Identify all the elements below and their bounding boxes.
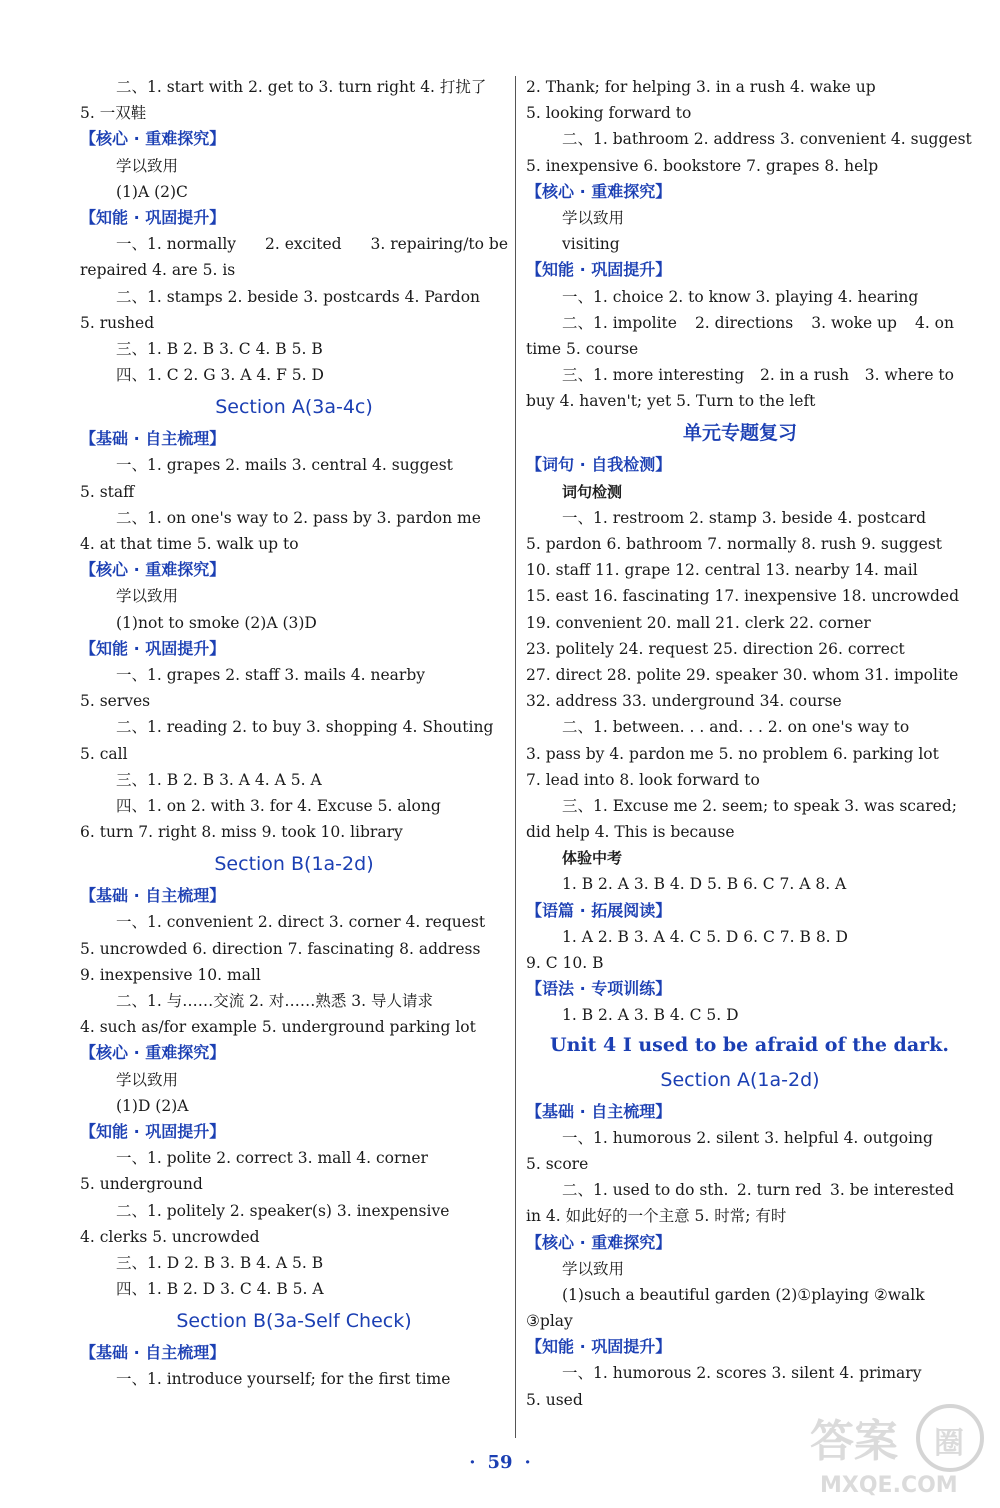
left-answer-line: repaired 4. are 5. is — [80, 261, 236, 280]
left-answer-line: 5. serves — [80, 692, 151, 711]
svg-text:答案: 答案 — [810, 1416, 898, 1467]
left-answer-line: (1)D (2)A — [116, 1096, 189, 1115]
right-answer-line: ③play — [526, 1312, 573, 1331]
answer-segment: 2. turn red — [736, 1181, 822, 1200]
right-answer-line: 二、1. between. . . and. . . 2. on one's way to — [562, 718, 910, 737]
right-section-tag: 【核心 · 重难探究】 — [526, 1232, 672, 1252]
left-section-tag: 【知能 · 巩固提升】 — [80, 207, 226, 227]
right-answer-line: 学以致用 — [562, 1259, 625, 1278]
right-answer-line: 5. used — [526, 1390, 583, 1409]
watermark-logo — [800, 1398, 990, 1498]
right-section-tag: 【词句 · 自我检测】 — [526, 455, 672, 475]
left-answer-line: 二、1. on one's way to 2. pass by 3. pardon me — [116, 508, 481, 527]
right-subheading: 词句检测 — [562, 482, 623, 501]
left-section-tag: 【知能 · 巩固提升】 — [80, 1121, 226, 1141]
right-subheading: 体验中考 — [562, 849, 623, 868]
left-answer-line: 二、1. 与……交流 2. 对……熟悉 3. 导人请求 — [116, 992, 434, 1010]
right-answer-line: 一、1. humorous 2. scores 3. silent 4. primary — [562, 1364, 922, 1383]
left-answer-line: 学以致用 — [116, 156, 179, 175]
left-answer-line: 一、1. polite 2. correct 3. mall 4. corner — [116, 1149, 428, 1168]
right-section-heading: Section A(1a-2d) — [660, 1068, 820, 1091]
right-answer-line: did help 4. This is because — [526, 823, 735, 842]
right-answer-line: 9. C 10. B — [526, 954, 604, 972]
right-section-tag: 【语篇 · 拓展阅读】 — [526, 900, 672, 920]
left-answer-line: 四、1. on 2. with 3. for 4. Excuse 5. along — [116, 796, 441, 815]
left-answer-line: (1)A (2)C — [116, 182, 188, 201]
left-answer-line: 二、1. start with 2. get to 3. turn right 4. 打扰了 — [116, 78, 487, 96]
right-answer-line: 27. direct 28. polite 29. speaker 30. whom 31. impolite — [526, 665, 959, 684]
left-answer-line: 二、1. reading 2. to buy 3. shopping 4. Shouting — [116, 718, 494, 737]
left-answer-line: 4. at that time 5. walk up to — [80, 535, 299, 553]
right-answer-line: 5. looking forward to — [526, 104, 692, 123]
left-answer-line: 一、1. grapes 2. staff 3. mails 4. nearby — [116, 665, 425, 684]
right-answer-line: 一、1. restroom 2. stamp 3. beside 4. postcard — [562, 508, 927, 527]
right-answer-line: 5. score — [526, 1154, 589, 1173]
left-answer-line: 学以致用 — [116, 1070, 179, 1089]
left-section-tag: 【基础 · 自主梳理】 — [80, 429, 226, 449]
right-unit-title: Unit 4 I used to be afraid of the dark. — [550, 1033, 949, 1056]
left-section-heading: Section B(1a-2d) — [214, 853, 374, 876]
left-answer-line: 一、1. grapes 2. mails 3. central 4. suggest — [116, 456, 453, 475]
left-answer-line: 学以致用 — [116, 587, 179, 606]
left-answer-column — [80, 74, 508, 1393]
left-answer-line — [80, 231, 508, 257]
right-answer-line: 三、1. Excuse me 2. seem; to speak 3. was scared; — [562, 796, 957, 815]
right-answer-line: 一、1. choice 2. to know 3. playing 4. hearing — [562, 287, 919, 306]
right-answer-line: 32. address 33. underground 34. course — [526, 692, 842, 711]
right-section-tag: 【核心 · 重难探究】 — [526, 181, 672, 201]
right-answer-line — [526, 362, 954, 388]
right-answer-line: 19. convenient 20. mall 21. clerk 22. corner — [526, 613, 871, 632]
left-section-tag: 【基础 · 自主梳理】 — [80, 886, 226, 906]
left-answer-line: 6. turn 7. right 8. miss 9. took 10. library — [80, 823, 403, 842]
left-answer-line: 5. rushed — [80, 313, 155, 332]
left-answer-line: 三、1. B 2. B 3. C 4. B 5. B — [116, 339, 323, 358]
left-answer-line: 一、1. introduce yourself; for the first time — [116, 1370, 451, 1389]
answer-segment: 3. repairing/to be — [370, 235, 508, 254]
left-section-tag: 【核心 · 重难探究】 — [80, 129, 226, 149]
right-answer-line: 1. B 2. A 3. B 4. C 5. D — [562, 1006, 739, 1025]
left-section-tag: 【知能 · 巩固提升】 — [80, 638, 226, 658]
right-answer-line: 5. inexpensive 6. bookstore 7. grapes 8. help — [526, 156, 879, 175]
left-answer-line: 二、1. stamps 2. beside 3. postcards 4. Pardon — [116, 287, 481, 306]
answer-segment: 2. in a rush — [759, 366, 850, 385]
right-answer-line — [526, 1177, 954, 1203]
answer-segment: 3. where to — [864, 366, 954, 385]
right-answer-column — [526, 74, 972, 1413]
left-answer-line: 5. staff — [80, 482, 135, 501]
right-answer-line: 1. A 2. B 3. A 4. C 5. D 6. C 7. B 8. D — [562, 927, 848, 946]
page-number: · 59 · — [469, 1452, 531, 1473]
left-answer-line: 5. underground — [80, 1175, 203, 1194]
left-section-tag: 【核心 · 重难探究】 — [80, 1043, 226, 1063]
column-divider — [515, 76, 516, 1438]
answer-segment: 二、1. impolite — [562, 313, 677, 332]
right-section-tag: 【知能 · 巩固提升】 — [526, 260, 672, 280]
answer-segment: 2. excited — [264, 235, 342, 254]
left-section-heading: Section A(3a-4c) — [215, 396, 373, 419]
right-answer-line: 7. lead into 8. look forward to — [526, 770, 760, 789]
right-answer-line: 二、1. bathroom 2. address 3. convenient 4. suggest — [562, 130, 972, 149]
left-answer-line: 四、1. C 2. G 3. A 4. F 5. D — [116, 366, 324, 385]
right-answer-line: 15. east 16. fascinating 17. inexpensive 18. uncrowded — [526, 587, 960, 606]
right-answer-line: visiting — [562, 235, 620, 254]
left-answer-line: 一、1. convenient 2. direct 3. corner 4. request — [116, 913, 486, 932]
right-section-tag: 【知能 · 巩固提升】 — [526, 1337, 672, 1357]
answer-segment: 3. be interested — [830, 1181, 954, 1200]
answer-segment: 2. directions — [694, 313, 794, 332]
right-answer-line: 学以致用 — [562, 208, 625, 227]
right-answer-line: 5. pardon 6. bathroom 7. normally 8. rush 9. suggest — [526, 535, 943, 553]
left-answer-line: 5. uncrowded 6. direction 7. fascinating 8. address — [80, 939, 481, 958]
answer-segment: 二、1. used to do sth. — [562, 1181, 729, 1200]
answer-segment: 4. on — [914, 313, 954, 332]
left-answer-line: 三、1. D 2. B 3. B 4. A 5. B — [116, 1253, 324, 1272]
right-answer-line: 1. B 2. A 3. B 4. D 5. B 6. C 7. A 8. A — [562, 875, 847, 894]
left-answer-line: 5. 一双鞋 — [80, 104, 147, 123]
left-section-tag: 【基础 · 自主梳理】 — [80, 1343, 226, 1363]
left-section-tag: 【核心 · 重难探究】 — [80, 560, 226, 580]
right-section-heading: 单元专题复习 — [682, 422, 797, 445]
answer-segment: 3. woke up — [811, 313, 897, 332]
right-answer-line: 23. politely 24. request 25. direction 26. correct — [526, 639, 905, 658]
right-section-tag: 【基础 · 自主梳理】 — [526, 1101, 672, 1121]
right-answer-line: 3. pass by 4. pardon me 5. no problem 6. parking lot — [526, 744, 939, 763]
right-section-tag: 【语法 · 专项训练】 — [526, 979, 672, 999]
right-answer-line: (1)such a beautiful garden (2)①playing ②walk — [562, 1285, 925, 1304]
right-answer-line: in 4. 如此好的一个主意 5. 时常; 有时 — [526, 1207, 787, 1226]
right-answer-line: buy 4. haven't; yet 5. Turn to the left — [526, 392, 816, 411]
left-answer-line: 9. inexpensive 10. mall — [80, 965, 261, 984]
left-section-heading: Section B(3a-Self Check) — [176, 1310, 412, 1333]
right-answer-line — [526, 310, 954, 336]
right-answer-line: 一、1. humorous 2. silent 3. helpful 4. outgoing — [562, 1128, 933, 1147]
answer-segment: 一、1. normally — [116, 235, 237, 254]
left-answer-line: 四、1. B 2. D 3. C 4. B 5. A — [116, 1280, 324, 1299]
answer-segment: 三、1. more interesting — [562, 366, 745, 385]
page-number-value: 59 — [487, 1452, 513, 1473]
left-answer-line: 5. call — [80, 744, 128, 763]
left-answer-line: 4. such as/for example 5. underground parking lot — [80, 1018, 476, 1037]
right-answer-line: time 5. course — [526, 339, 639, 358]
svg-text:圈: 圈 — [934, 1426, 964, 1461]
left-answer-line: (1)not to smoke (2)A (3)D — [116, 613, 317, 632]
left-answer-line: 二、1. politely 2. speaker(s) 3. inexpensive — [116, 1201, 450, 1220]
right-answer-line: 10. staff 11. grape 12. central 13. nearby 14. mail — [526, 561, 918, 580]
left-answer-line: 三、1. B 2. B 3. A 4. A 5. A — [116, 770, 322, 789]
right-answer-line: 2. Thank; for helping 3. in a rush 4. wake up — [526, 78, 876, 96]
svg-text:MXQE.COM: MXQE.COM — [820, 1473, 958, 1498]
left-answer-line: 4. clerks 5. uncrowded — [80, 1227, 260, 1246]
